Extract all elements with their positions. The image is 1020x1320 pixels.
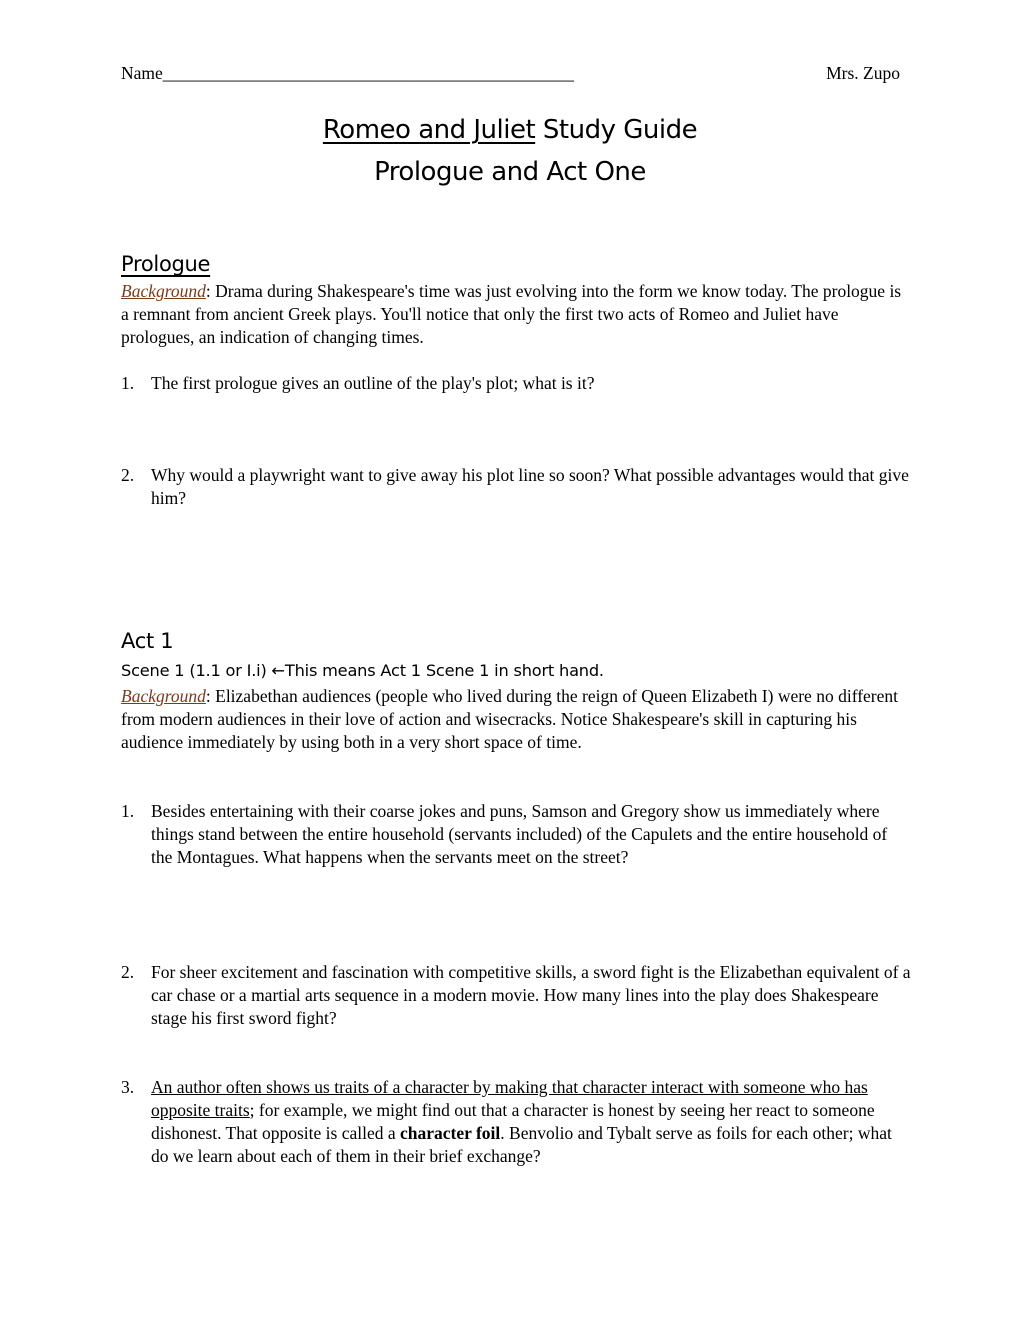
act1-question-1: 1. Besides entertaining with their coarse jokes and puns, Samson and Gregory show us immediately where things stand between the entire household (servants included) of the Capulets and the entire household of the Montagues. What happens when the servants meet on the street? <box>121 801 888 867</box>
name-blank: _______________________________________________ <box>162 63 575 83</box>
act1-background: Background: Elizabethan audiences (people who lived during the reign of Queen Elizabeth I) were no different from modern audiences in their love of action and wisecracks. Notice Shakespeare's skill in capturing his audience immediately by using both in a very short space of time. <box>121 686 899 752</box>
background-label: Background <box>121 686 206 706</box>
prologue-background: Background: Drama during Shakespeare's time was just evolving into the form we know today. The prologue is a remnant from ancient Greek plays. You'll notice that only the first two acts of Romeo and Juliet have prologues, an indication of changing times. <box>121 281 902 347</box>
page-subtitle: Prologue and Act One <box>374 157 646 187</box>
act1-heading: Act 1 <box>121 629 174 653</box>
prologue-question-2: 2. Why would a playwright want to give away his plot line so soon? What possible advantages would that give him? <box>121 465 909 508</box>
prologue-question-1: 1. The first prologue gives an outline of the play's plot; what is it? <box>121 373 595 393</box>
page-title <box>0 112 1020 148</box>
title-rest: Study Guide <box>535 115 698 145</box>
act1-question-2: 2. For sheer excitement and fascination with competitive skills, a sword fight is the Elizabethan equivalent of a car chase or a martial arts sequence in a modern movie. How many lines into the play does Shakespeare stage his first sword fight? <box>121 962 911 1028</box>
q3-underlined: An author often shows us traits of a character by making that character interact with someone who has opposite traits <box>151 1077 868 1120</box>
teacher-name: Mrs. Zupo <box>826 63 900 83</box>
title-work: Romeo and Juliet <box>322 115 536 145</box>
name-field <box>121 63 574 83</box>
prologue-heading: Prologue <box>121 252 211 276</box>
character-foil-term: character foil <box>400 1123 501 1143</box>
background-label: Background <box>121 281 206 301</box>
act1-question-3: 3. An author often shows us traits of a character by making that character interact with someone who has opposite traits; for example, we might find out that a character is honest by seeing her react to someone dishonest. That opposite is called a character foil. Benvolio and Tybalt serve as foils for each other; what do we learn about each of them in their brief exchange? <box>121 1077 892 1166</box>
name-label: Name <box>121 63 163 83</box>
scene1-heading: Scene 1 (1.1 or I.i) ←This means Act 1 Scene 1 in short hand. <box>121 661 604 680</box>
